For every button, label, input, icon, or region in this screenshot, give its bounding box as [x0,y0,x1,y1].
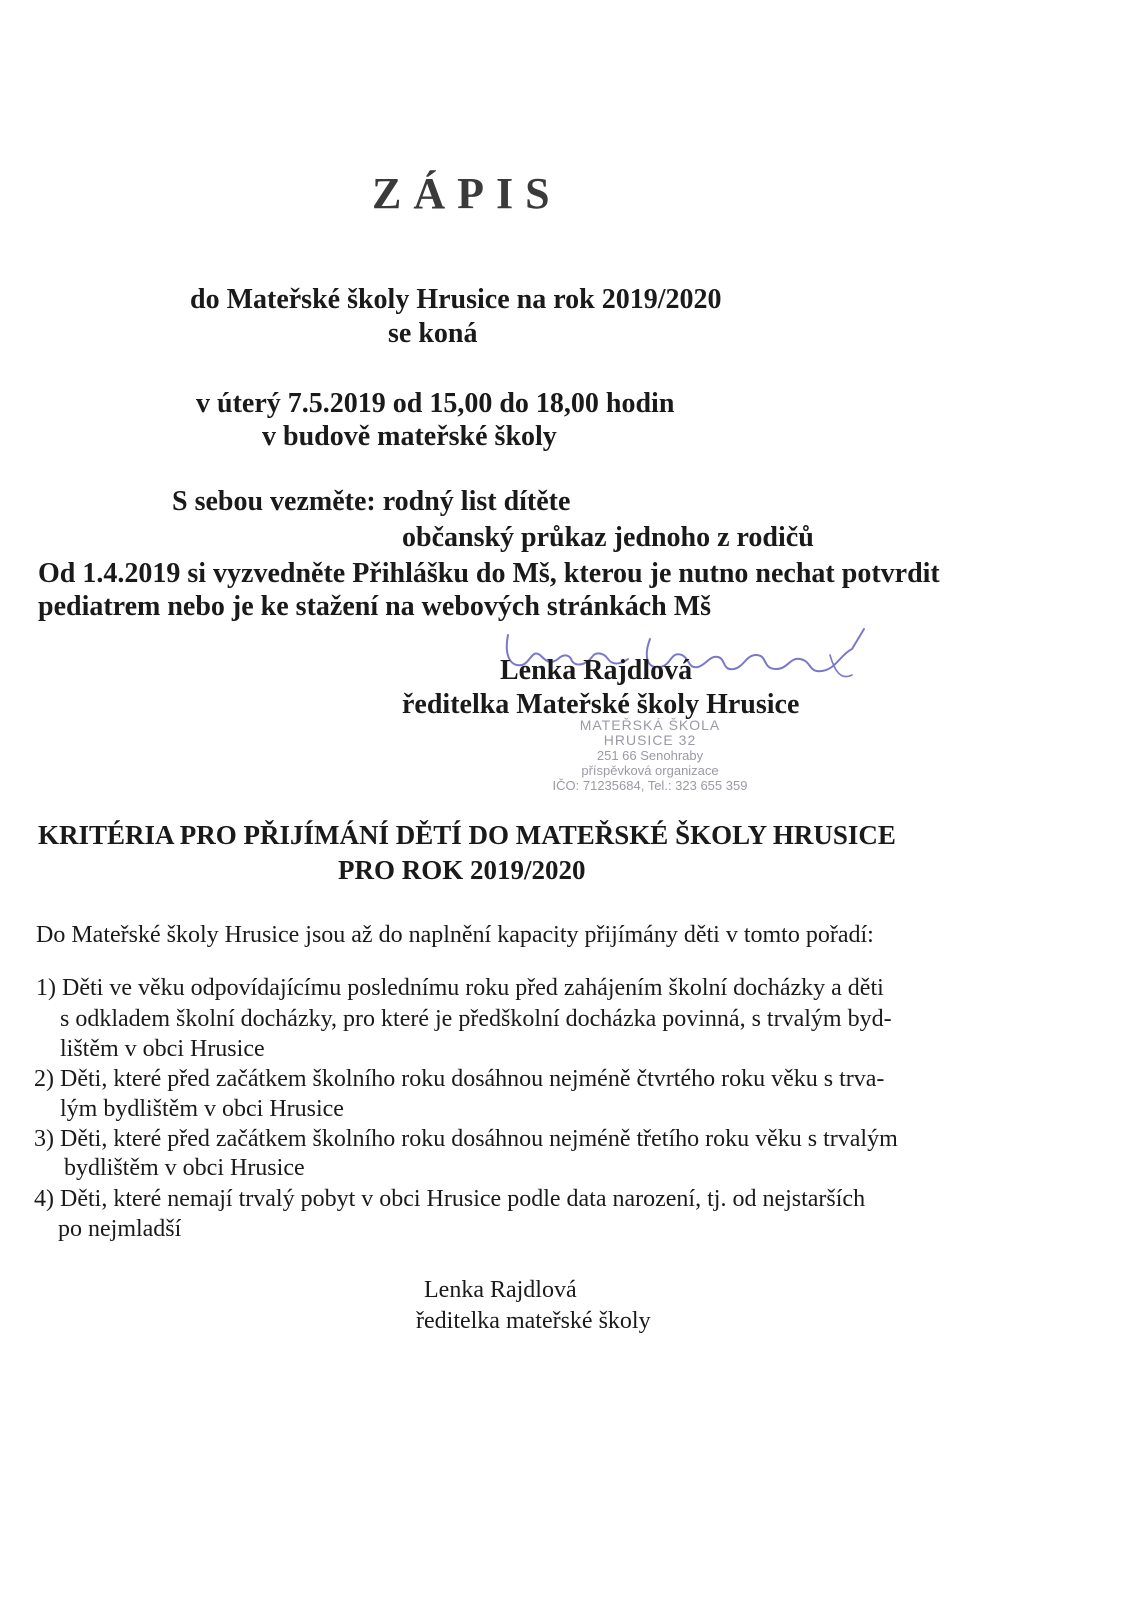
stamp-line-5: IČO: 71235684, Tel.: 323 655 359 [552,778,748,793]
intro-line-2: se koná [388,318,478,349]
document-title: ZÁPIS [372,169,562,218]
school-stamp [520,718,780,810]
stamp-line-2: HRUSICE 32 [603,732,697,748]
criteria-heading-1: KRITÉRIA PRO PŘIJÍMÁNÍ DĚTÍ DO MATEŘSKÉ ŠKOLY HRUSICE [38,820,896,850]
criteria-item-2-line-1: 2) Děti, které před začátkem školního roku dosáhnou nejméně čtvrtého roku věku s trva- [34,1066,885,1092]
location-line: v budově mateřské školy [262,421,557,452]
criteria-intro: Do Mateřské školy Hrusice jsou až do naplnění kapacity přijímány děti v tomto pořadí: [36,922,874,948]
criteria-item-3-line-1: 3) Děti, které před začátkem školního roku dosáhnou nejméně třetího roku věku s trvalým [34,1126,898,1152]
signatory-role: ředitelka Mateřské školy Hrusice [402,689,800,720]
application-line-2: pediatrem nebo je ke stažení na webových stránkách Mš [38,591,712,622]
bottom-signatory-role: ředitelka mateřské školy [416,1308,651,1334]
stamp-line-4: příspěvková organizace [581,763,719,778]
stamp-line-3: 251 66 Senohraby [596,748,704,763]
bring-documents-line-2: občanský průkaz jednoho z rodičů [402,522,814,553]
signatory-name: Lenka Rajdlová [500,655,693,686]
criteria-item-1-line-2: s odkladem školní docházky, pro které je předškolní docházka povinná, s trvalým byd- [60,1006,892,1032]
criteria-item-4-line-1: 4) Děti, které nemají trvalý pobyt v obci Hrusice podle data narození, tj. od nejstarších [34,1186,866,1212]
application-line-1: Od 1.4.2019 si vyzvedněte Přihlášku do Mš, kterou je nutno nechat potvrdit [38,558,940,589]
intro-line-1: do Mateřské školy Hrusice na rok 2019/2020 [190,284,722,315]
bring-documents-line-1: S sebou vezměte: rodný list dítěte [172,486,571,517]
criteria-item-2-line-2: lým bydlištěm v obci Hrusice [60,1096,344,1122]
bottom-signatory-name: Lenka Rajdlová [424,1277,577,1303]
criteria-item-1-line-3: lištěm v obci Hrusice [60,1036,265,1062]
criteria-item-1-line-1: 1) Děti ve věku odpovídajícímu poslednímu roku před zahájením školní docházky a děti [36,975,884,1001]
stamp-line-1: MATEŘSKÁ ŠKOLA [579,717,721,733]
criteria-heading-2: PRO ROK 2019/2020 [338,855,586,885]
criteria-item-3-line-2: bydlištěm v obci Hrusice [64,1155,305,1181]
date-time-line: v úterý 7.5.2019 od 15,00 do 18,00 hodin [196,388,675,419]
criteria-item-4-line-2: po nejmladší [58,1216,182,1242]
